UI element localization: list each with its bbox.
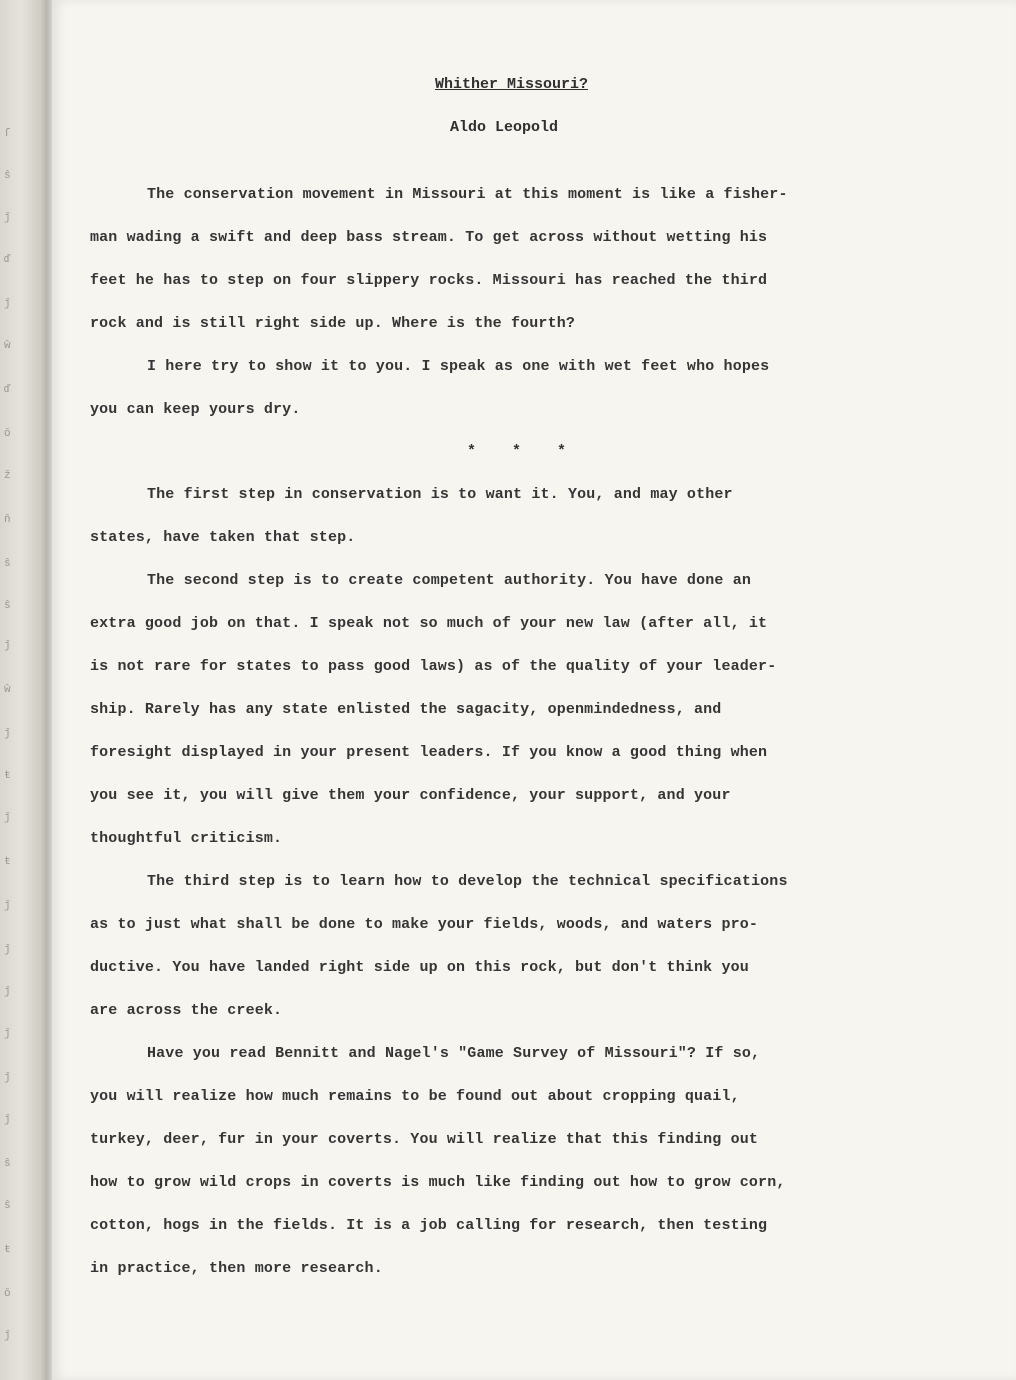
text-line: you will realize how much remains to be found out about cropping quail, — [90, 1088, 740, 1105]
bleed-through-mark: ŝ — [4, 558, 11, 570]
bleed-through-mark: ĵ — [4, 298, 11, 310]
text-line: The third step is to learn how to develop the technical specifications — [147, 873, 788, 890]
text-line: ship. Rarely has any state enlisted the sagacity, openmindedness, and — [90, 701, 722, 718]
text-line: as to just what shall be done to make your fields, woods, and waters pro- — [90, 916, 759, 933]
bleed-through-mark: ŧ — [4, 856, 11, 868]
bleed-through-mark: ď — [4, 384, 11, 396]
text-line: is not rare for states to pass good laws) as of the quality of your leader- — [90, 658, 777, 675]
text-line: The conservation movement in Missouri at this moment is like a fisher- — [147, 186, 788, 203]
section-separator: * * * — [467, 443, 567, 460]
text-line: I here try to show it to you. I speak as one with wet feet who hopes — [147, 358, 770, 375]
document-title: Whither Missouri? — [435, 76, 589, 93]
text-line: turkey, deer, fur in your coverts. You will realize that this finding out — [90, 1131, 759, 1148]
text-line: The first step in conservation is to want it. You, and may other — [147, 486, 733, 503]
text-line: feet he has to step on four slippery rocks. Missouri has reached the third — [90, 272, 768, 289]
bleed-through-mark: ŝ — [4, 1200, 11, 1212]
bleed-through-mark: ĵ — [4, 1072, 11, 1084]
bleed-through-mark: ĵ — [4, 1114, 11, 1126]
text-line: cotton, hogs in the fields. It is a job calling for research, then testing — [90, 1217, 768, 1234]
text-line: you see it, you will give them your confidence, your support, and your — [90, 787, 731, 804]
bleed-through-mark: ŏ — [4, 1288, 11, 1300]
typewritten-page — [52, 0, 1016, 1380]
text-line: The second step is to create competent authority. You have done an — [147, 572, 751, 589]
text-line: ductive. You have landed right side up on this rock, but don't think you — [90, 959, 749, 976]
text-line: Have you read Bennitt and Nagel's "Game Survey of Missouri"? If so, — [147, 1045, 761, 1062]
bleed-through-mark: ĵ — [4, 728, 11, 740]
bleed-through-mark: ĵ — [4, 1330, 11, 1342]
text-line: rock and is still right side up. Where is the fourth? — [90, 315, 576, 332]
text-line: foresight displayed in your present leaders. If you know a good thing when — [90, 744, 768, 761]
text-line: how to grow wild crops in coverts is much like finding out how to grow corn, — [90, 1174, 786, 1191]
bleed-through-mark: ſ — [4, 128, 11, 140]
bleed-through-mark: ŝ — [4, 170, 11, 182]
text-line: man wading a swift and deep bass stream. To get across without wetting his — [90, 229, 768, 246]
bleed-through-mark: ĵ — [4, 900, 11, 912]
bleed-through-mark: ŝ — [4, 600, 11, 612]
bleed-through-mark: ď — [4, 254, 11, 266]
page-binding — [0, 0, 52, 1380]
bleed-through-mark: ŏ — [4, 428, 11, 440]
bleed-through-mark: ĵ — [4, 1028, 11, 1040]
document-author: Aldo Leopold — [450, 119, 559, 136]
text-line: are across the creek. — [90, 1002, 283, 1019]
text-line: extra good job on that. I speak not so much of your new law (after all, it — [90, 615, 768, 632]
bleed-through-mark: ŧ — [4, 1244, 11, 1256]
bleed-through-mark: ĵ — [4, 986, 11, 998]
text-line: you can keep yours dry. — [90, 401, 301, 418]
bleed-through-mark: ň — [4, 514, 11, 526]
bleed-through-mark: ĵ — [4, 640, 11, 652]
bleed-through-mark: ŵ — [4, 684, 11, 696]
bleed-through-mark: ŝ — [4, 1158, 11, 1170]
bleed-through-mark: ĵ — [4, 812, 11, 824]
bleed-through-mark: ŧ — [4, 770, 11, 782]
bleed-through-mark: ĵ — [4, 944, 11, 956]
text-line: in practice, then more research. — [90, 1260, 383, 1277]
bleed-through-mark: ŵ — [4, 340, 11, 352]
bleed-through-mark: ĵ — [4, 212, 11, 224]
bleed-through-mark: ž — [4, 470, 11, 482]
text-line: states, have taken that step. — [90, 529, 356, 546]
text-line: thoughtful criticism. — [90, 830, 283, 847]
